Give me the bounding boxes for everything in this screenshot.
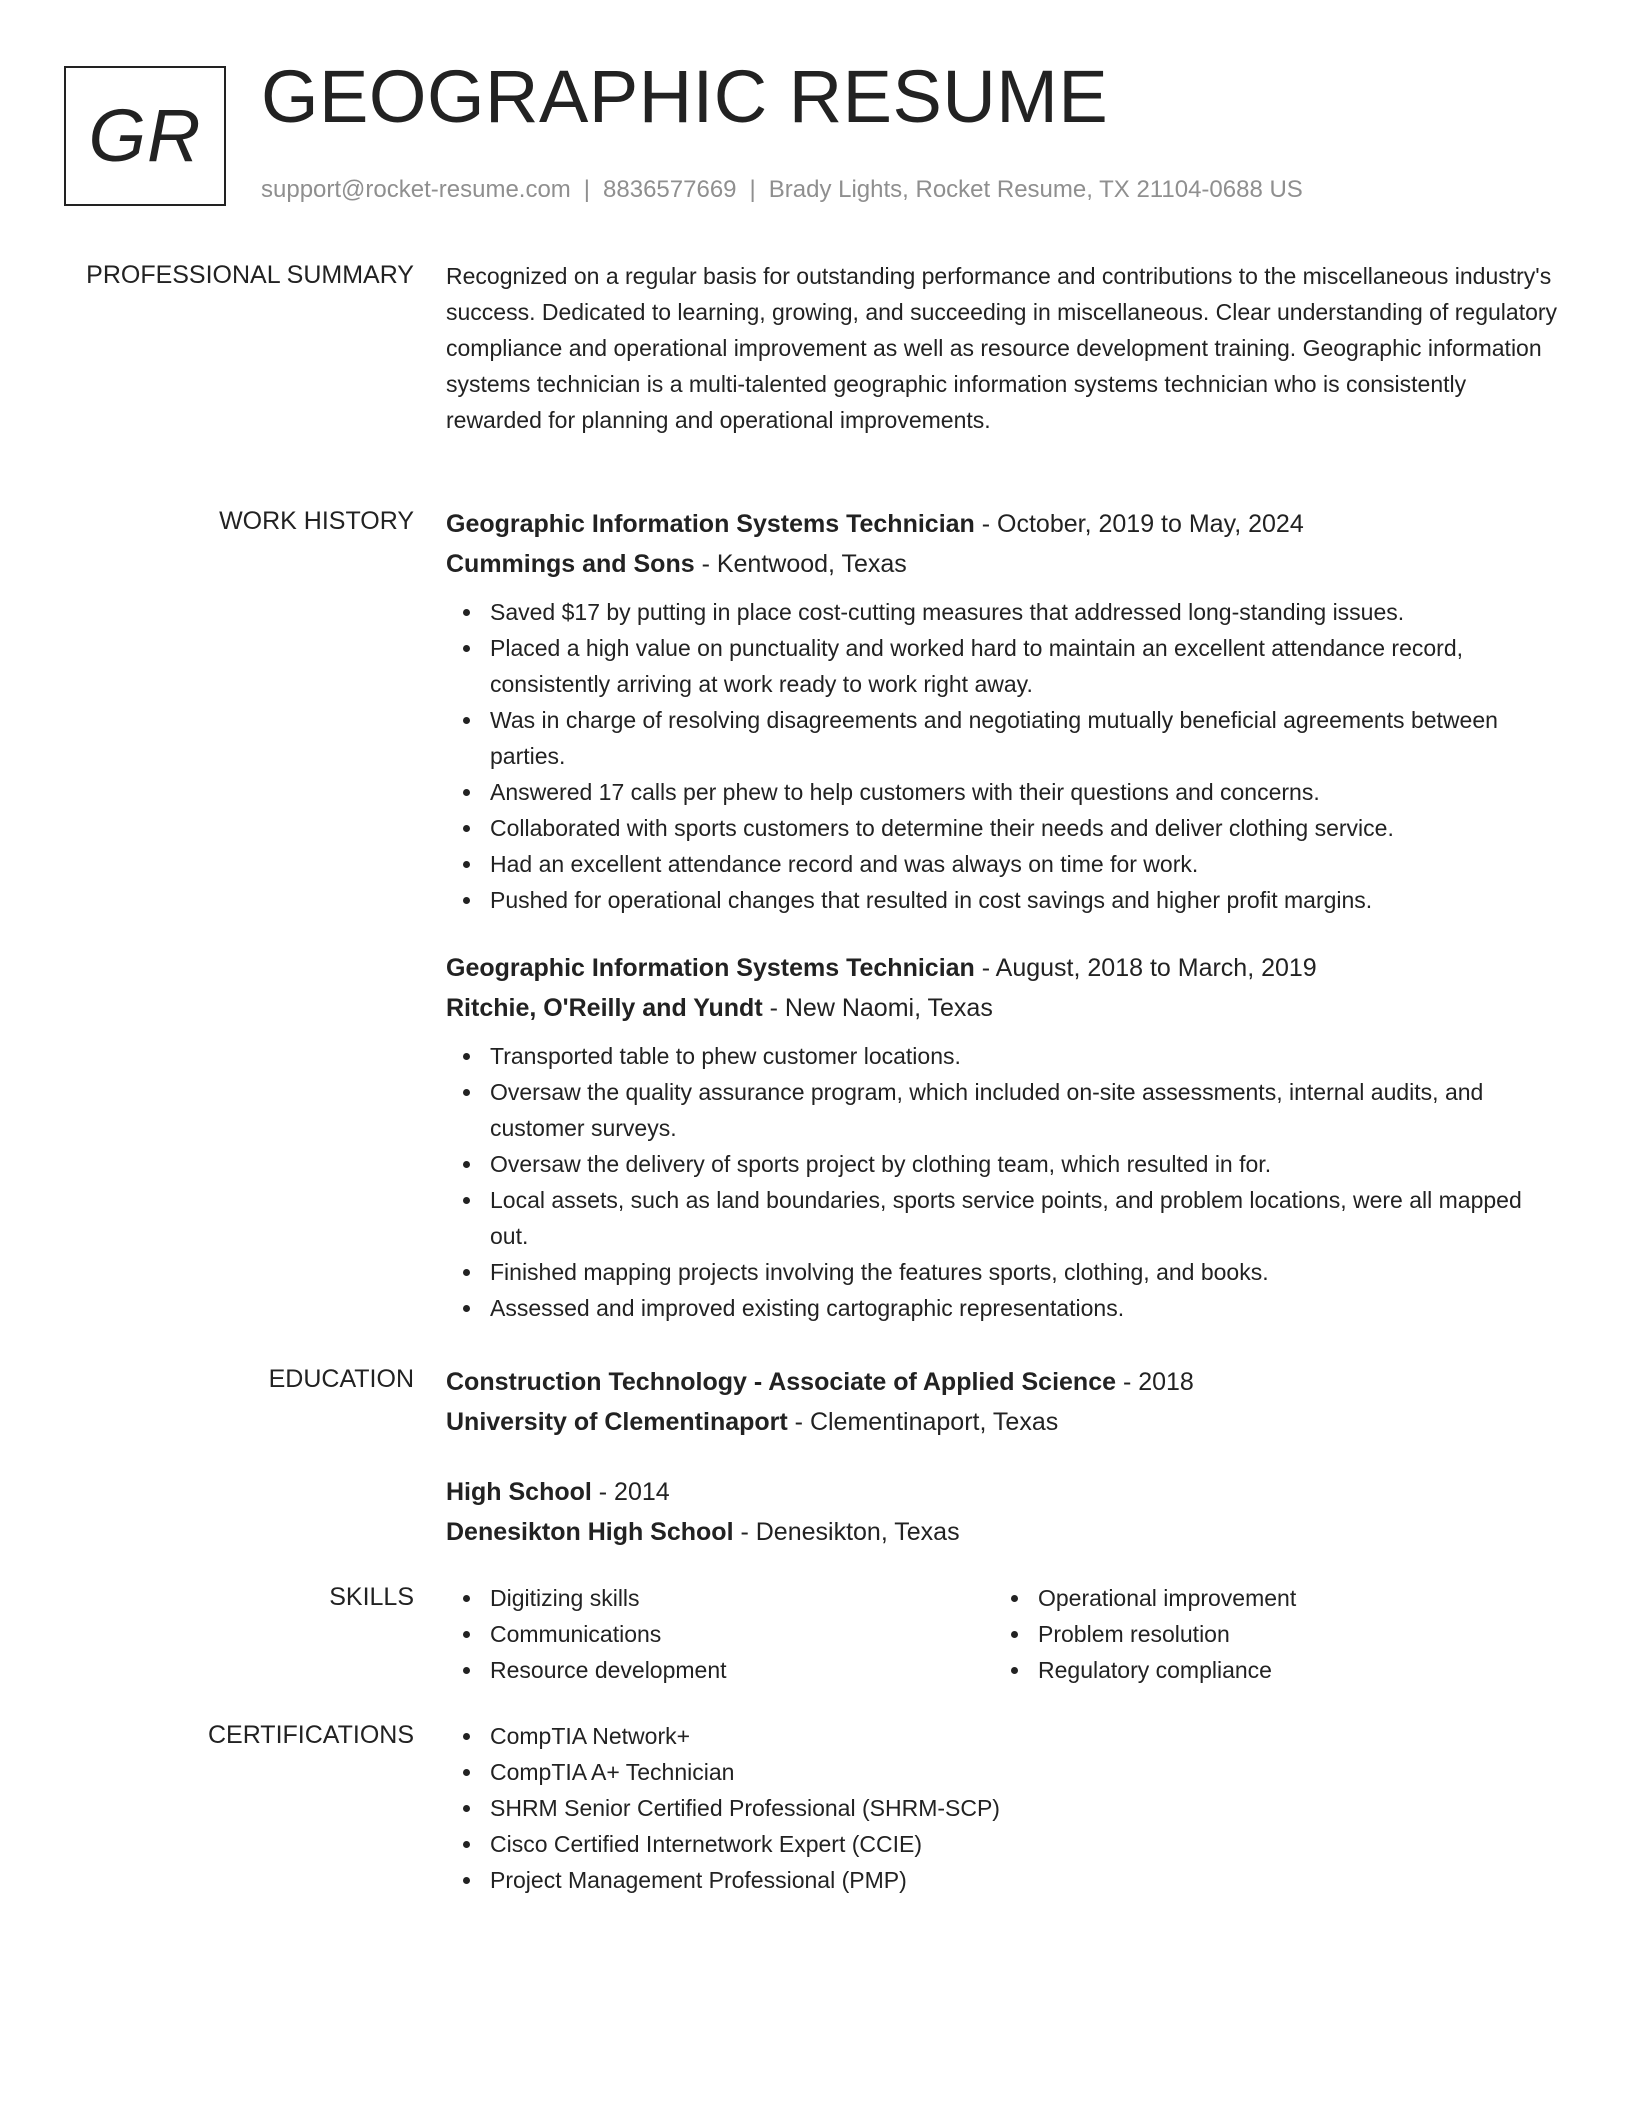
education-school: University of Clementinaport	[446, 1408, 788, 1436]
job-bullet: Saved $17 by putting in place cost-cutting measures that addressed long-standing issues.	[490, 594, 1566, 630]
job-bullet: Pushed for operational changes that resulted in cost savings and higher profit margins.	[490, 882, 1566, 918]
job-bullet: Placed a high value on punctuality and worked hard to maintain an excellent attendance record, consistently arriving at work ready to work right away.	[490, 630, 1566, 702]
job-bullet: Oversaw the quality assurance program, which included on-site assessments, internal audits, and customer surveys.	[490, 1074, 1566, 1146]
education-school-line	[446, 1512, 1566, 1552]
skill-item: Resource development	[490, 1652, 994, 1688]
job-bullet: Transported table to phew customer locations.	[490, 1038, 1566, 1074]
certifications-body	[446, 1718, 1566, 1898]
job-entry	[446, 504, 1566, 918]
skill-item: Digitizing skills	[490, 1580, 994, 1616]
work-history-body	[446, 504, 1566, 1326]
job-bullet: Finished mapping projects involving the features sports, clothing, and books.	[490, 1254, 1566, 1290]
job-location: - Kentwood, Texas	[694, 550, 907, 578]
section-label-summary: PROFESSIONAL SUMMARY	[86, 261, 414, 289]
education-body	[446, 1362, 1566, 1552]
resume-title: GEOGRAPHIC RESUME	[261, 55, 1109, 138]
skill-item: Operational improvement	[1038, 1580, 1542, 1616]
education-degree-line	[446, 1472, 1566, 1512]
section-label-education: EDUCATION	[268, 1365, 414, 1393]
certification-item: CompTIA A+ Technician	[490, 1754, 1566, 1790]
job-bullet: Had an excellent attendance record and was always on time for work.	[490, 846, 1566, 882]
job-bullets	[446, 1038, 1566, 1326]
contact-address: Brady Lights, Rocket Resume, TX 21104-0688 US	[768, 176, 1303, 203]
certification-item: SHRM Senior Certified Professional (SHRM-SCP)	[490, 1790, 1566, 1826]
summary-text: Recognized on a regular basis for outstanding performance and contributions to the miscellaneous industry's success. Dedicated to learning, growing, and succeeding in miscellaneous. Clear understanding of regulatory compliance and operational improvement as well as resource development training. Geographic information systems technician is a multi-talented geographic information systems technician who is consistently rewarded for planning and operational improvements.	[446, 263, 1558, 433]
education-year: - 2014	[591, 1478, 670, 1506]
skill-item: Communications	[490, 1616, 994, 1652]
job-dates: - August, 2018 to March, 2019	[974, 954, 1317, 982]
skills-body	[446, 1580, 1566, 1688]
job-bullet: Answered 17 calls per phew to help customers with their questions and concerns.	[490, 774, 1566, 810]
contact-email[interactable]: support@rocket-resume.com	[261, 176, 571, 203]
job-bullet: Was in charge of resolving disagreements and negotiating mutually beneficial agreements between parties.	[490, 702, 1566, 774]
job-title: Geographic Information Systems Technician	[446, 954, 975, 982]
education-degree: Construction Technology - Associate of Applied Science	[446, 1368, 1116, 1396]
contact-line	[261, 176, 1303, 205]
contact-separator: |	[749, 176, 756, 203]
job-company-line	[446, 988, 1566, 1028]
job-bullets	[446, 594, 1566, 918]
skill-item: Regulatory compliance	[1038, 1652, 1542, 1688]
education-location: - Clementinaport, Texas	[787, 1408, 1059, 1436]
education-location: - Denesikton, Texas	[733, 1518, 960, 1546]
contact-phone[interactable]: 8836577669	[603, 176, 737, 203]
job-title-line	[446, 504, 1566, 544]
education-entry	[446, 1362, 1566, 1442]
job-entry	[446, 948, 1566, 1326]
skills-list-right	[994, 1580, 1542, 1688]
certification-item: Cisco Certified Internetwork Expert (CCIE)	[490, 1826, 1566, 1862]
section-label-work-history: WORK HISTORY	[219, 507, 414, 535]
skills-columns	[446, 1580, 1566, 1688]
section-label-certifications: CERTIFICATIONS	[207, 1721, 414, 1749]
job-title: Geographic Information Systems Technician	[446, 510, 975, 538]
job-bullet: Local assets, such as land boundaries, sports service points, and problem locations, were all mapped out.	[490, 1182, 1566, 1254]
job-bullet: Assessed and improved existing cartographic representations.	[490, 1290, 1566, 1326]
certification-item: Project Management Professional (PMP)	[490, 1862, 1566, 1898]
job-company: Ritchie, O'Reilly and Yundt	[446, 994, 763, 1022]
section-label-skills: SKILLS	[329, 1583, 414, 1611]
certification-item: CompTIA Network+	[490, 1718, 1566, 1754]
summary-body	[446, 258, 1566, 438]
education-year: - 2018	[1116, 1368, 1194, 1396]
contact-separator: |	[583, 176, 591, 203]
education-degree-line	[446, 1362, 1566, 1402]
monogram-box	[64, 66, 226, 206]
job-title-line	[446, 948, 1566, 988]
certifications-list	[446, 1718, 1566, 1898]
education-school-line	[446, 1402, 1566, 1442]
monogram-initials: GR	[88, 94, 202, 177]
education-entry	[446, 1472, 1566, 1552]
education-degree: High School	[446, 1478, 592, 1506]
job-bullet: Collaborated with sports customers to determine their needs and deliver clothing service.	[490, 810, 1566, 846]
job-company: Cummings and Sons	[446, 550, 695, 578]
skills-list-left	[446, 1580, 994, 1688]
job-company-line	[446, 544, 1566, 584]
job-dates: - October, 2019 to May, 2024	[974, 510, 1304, 538]
skill-item: Problem resolution	[1038, 1616, 1542, 1652]
education-school: Denesikton High School	[446, 1518, 734, 1546]
job-bullet: Oversaw the delivery of sports project by clothing team, which resulted in for.	[490, 1146, 1566, 1182]
job-location: - New Naomi, Texas	[762, 994, 993, 1022]
